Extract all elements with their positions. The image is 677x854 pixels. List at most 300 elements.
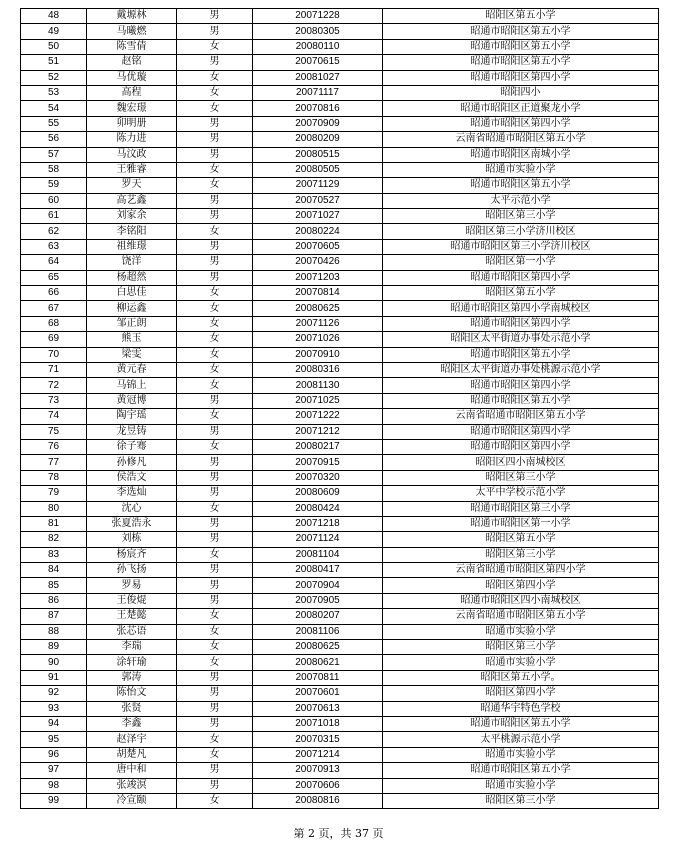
birth-date: 20080424: [253, 501, 383, 516]
school-name: 昭阳区第三小学: [383, 547, 659, 562]
school-name: 昭阳区太平街道办事处桃源示范小学: [383, 362, 659, 377]
row-number: 83: [21, 547, 87, 562]
table-row: [21, 593, 659, 608]
student-gender: 男: [177, 270, 253, 285]
school-name: 云南省昭通市昭阳区第四小学: [383, 563, 659, 578]
table-row: [21, 301, 659, 316]
student-name: 马锦上: [87, 378, 177, 393]
student-gender: 女: [177, 286, 253, 301]
birth-date: 20080305: [253, 24, 383, 39]
row-number: 93: [21, 701, 87, 716]
student-name: 祖维璟: [87, 239, 177, 254]
school-name: 昭通市昭阳区第五小学: [383, 716, 659, 731]
school-name: 昭阳区第五小学: [383, 286, 659, 301]
row-number: 97: [21, 763, 87, 778]
table-row: [21, 670, 659, 685]
row-number: 77: [21, 455, 87, 470]
birth-date: 20081130: [253, 378, 383, 393]
student-name: 白思佳: [87, 286, 177, 301]
birth-date: 20070601: [253, 686, 383, 701]
birth-date: 20071126: [253, 316, 383, 331]
student-name: 卯明册: [87, 116, 177, 131]
table-row: [21, 563, 659, 578]
student-name: 张贤: [87, 701, 177, 716]
row-number: 67: [21, 301, 87, 316]
table-row: [21, 362, 659, 377]
school-name: 昭通市实验小学: [383, 624, 659, 639]
student-gender: 男: [177, 778, 253, 793]
birth-date: 20071027: [253, 209, 383, 224]
student-gender: 男: [177, 209, 253, 224]
school-name: 昭阳区第五小学: [383, 532, 659, 547]
student-name: 马优璇: [87, 70, 177, 85]
school-name: 昭通市昭阳区第四小学: [383, 70, 659, 85]
school-name: 昭通市昭阳区第五小学: [383, 55, 659, 70]
table-row: [21, 655, 659, 670]
student-gender: 男: [177, 516, 253, 531]
school-name: 昭通市实验小学: [383, 747, 659, 762]
birth-date: 20071214: [253, 747, 383, 762]
student-name: 李铭阳: [87, 224, 177, 239]
row-number: 88: [21, 624, 87, 639]
student-gender: 男: [177, 24, 253, 39]
school-name: 昭通市实验小学: [383, 162, 659, 177]
student-name: 李瑞: [87, 640, 177, 655]
birth-date: 20070315: [253, 732, 383, 747]
student-gender: 女: [177, 178, 253, 193]
birth-date: 20070613: [253, 701, 383, 716]
table-row: [21, 424, 659, 439]
birth-date: 20070816: [253, 101, 383, 116]
student-gender: 男: [177, 132, 253, 147]
table-row: [21, 39, 659, 54]
birth-date: 20080224: [253, 224, 383, 239]
student-name: 黄冠博: [87, 393, 177, 408]
student-name: 孙飞扬: [87, 563, 177, 578]
student-gender: 女: [177, 101, 253, 116]
school-name: 昭通市昭阳区第五小学: [383, 24, 659, 39]
page-footer: 第 2 页，共 37 页: [293, 827, 384, 840]
student-name: 赵铭: [87, 55, 177, 70]
school-name: 昭阳区第三小学: [383, 793, 659, 808]
row-number: 74: [21, 409, 87, 424]
birth-date: 20080625: [253, 301, 383, 316]
school-name: 昭通华宇特色学校: [383, 701, 659, 716]
school-name: 昭阳区第五小学: [383, 9, 659, 24]
school-name: 昭阳区四小南城校区: [383, 455, 659, 470]
birth-date: 20071018: [253, 716, 383, 731]
student-table: [20, 8, 659, 809]
student-name: 陈力进: [87, 132, 177, 147]
row-number: 58: [21, 162, 87, 177]
birth-date: 20070909: [253, 116, 383, 131]
row-number: 87: [21, 609, 87, 624]
student-gender: 男: [177, 686, 253, 701]
table-row: [21, 763, 659, 778]
school-name: 昭阳区太平街道办事处示范小学: [383, 332, 659, 347]
student-name: 赵泽宇: [87, 732, 177, 747]
row-number: 99: [21, 793, 87, 808]
row-number: 52: [21, 70, 87, 85]
birth-date: 20071129: [253, 178, 383, 193]
school-name: 太平中学校示范小学: [383, 486, 659, 501]
table-row: [21, 193, 659, 208]
birth-date: 20071228: [253, 9, 383, 24]
table-body: [21, 9, 659, 809]
school-name: 昭阳区第三小学: [383, 470, 659, 485]
school-name: 昭阳区第四小学: [383, 578, 659, 593]
row-number: 71: [21, 362, 87, 377]
student-name: 张芯语: [87, 624, 177, 639]
table-row: [21, 101, 659, 116]
student-gender: 女: [177, 501, 253, 516]
student-gender: 女: [177, 332, 253, 347]
student-gender: 女: [177, 439, 253, 454]
birth-date: 20080505: [253, 162, 383, 177]
row-number: 85: [21, 578, 87, 593]
school-name: 昭阳区第四小学: [383, 686, 659, 701]
table-row: [21, 70, 659, 85]
birth-date: 20070615: [253, 55, 383, 70]
school-name: 云南省昭通市昭阳区第五小学: [383, 409, 659, 424]
table-row: [21, 640, 659, 655]
table-row: [21, 547, 659, 562]
row-number: 79: [21, 486, 87, 501]
student-name: 马汶政: [87, 147, 177, 162]
row-number: 78: [21, 470, 87, 485]
birth-date: 20070527: [253, 193, 383, 208]
student-name: 梁雯: [87, 347, 177, 362]
student-gender: 男: [177, 563, 253, 578]
school-name: 昭通市昭阳区南城小学: [383, 147, 659, 162]
birth-date: 20070605: [253, 239, 383, 254]
birth-date: 20070811: [253, 670, 383, 685]
student-name: 徐子骞: [87, 439, 177, 454]
row-number: 95: [21, 732, 87, 747]
student-gender: 女: [177, 347, 253, 362]
student-gender: 男: [177, 424, 253, 439]
school-name: 昭阳区第三小学: [383, 640, 659, 655]
birth-date: 20071222: [253, 409, 383, 424]
student-gender: 男: [177, 486, 253, 501]
school-name: 昭通市昭阳区第一小学: [383, 516, 659, 531]
school-name: 昭通市昭阳区四小南城校区: [383, 593, 659, 608]
student-gender: 女: [177, 640, 253, 655]
birth-date: 20070915: [253, 455, 383, 470]
student-name: 马曦燃: [87, 24, 177, 39]
row-number: 70: [21, 347, 87, 362]
table-row: [21, 516, 659, 531]
school-name: 昭通市昭阳区第四小学南城校区: [383, 301, 659, 316]
school-name: 昭通市昭阳区第四小学: [383, 316, 659, 331]
birth-date: 20080209: [253, 132, 383, 147]
student-name: 魏宏璟: [87, 101, 177, 116]
school-name: 昭通市实验小学: [383, 655, 659, 670]
student-name: 熊玉: [87, 332, 177, 347]
student-name: 张竣溟: [87, 778, 177, 793]
table-row: [21, 778, 659, 793]
row-number: 51: [21, 55, 87, 70]
student-name: 胡楚凡: [87, 747, 177, 762]
birth-date: 20071218: [253, 516, 383, 531]
student-name: 沈心: [87, 501, 177, 516]
birth-date: 20071117: [253, 85, 383, 100]
student-name: 李鑫: [87, 716, 177, 731]
school-name: 昭通市昭阳区第五小学: [383, 393, 659, 408]
birth-date: 20071124: [253, 532, 383, 547]
row-number: 65: [21, 270, 87, 285]
school-name: 昭通市昭阳区第三小学: [383, 501, 659, 516]
student-name: 王楚懿: [87, 609, 177, 624]
birth-date: 20080515: [253, 147, 383, 162]
row-number: 90: [21, 655, 87, 670]
table-row: [21, 332, 659, 347]
row-number: 94: [21, 716, 87, 731]
student-name: 郭涛: [87, 670, 177, 685]
table-row: [21, 162, 659, 177]
school-name: 云南省昭通市昭阳区第五小学: [383, 609, 659, 624]
student-gender: 男: [177, 470, 253, 485]
student-name: 张夏浩永: [87, 516, 177, 531]
student-gender: 女: [177, 747, 253, 762]
student-gender: 女: [177, 70, 253, 85]
row-number: 86: [21, 593, 87, 608]
table-row: [21, 501, 659, 516]
row-number: 84: [21, 563, 87, 578]
table-row: [21, 239, 659, 254]
birth-date: 20071212: [253, 424, 383, 439]
student-gender: 男: [177, 55, 253, 70]
school-name: 昭通市昭阳区正道聚龙小学: [383, 101, 659, 116]
student-name: 王雅睿: [87, 162, 177, 177]
student-gender: 女: [177, 624, 253, 639]
student-name: 王俊焜: [87, 593, 177, 608]
student-gender: 男: [177, 763, 253, 778]
row-number: 80: [21, 501, 87, 516]
row-number: 69: [21, 332, 87, 347]
table-row: [21, 55, 659, 70]
student-gender: 男: [177, 255, 253, 270]
birth-date: 20080316: [253, 362, 383, 377]
table-row: [21, 224, 659, 239]
birth-date: 20080110: [253, 39, 383, 54]
school-name: 昭阳区第三小学: [383, 209, 659, 224]
school-name: 昭阳区第一小学: [383, 255, 659, 270]
student-name: 饶洋: [87, 255, 177, 270]
student-name: 柳运鑫: [87, 301, 177, 316]
student-name: 涂轩瑜: [87, 655, 177, 670]
birth-date: 20080625: [253, 640, 383, 655]
student-name: 陈怡文: [87, 686, 177, 701]
row-number: 89: [21, 640, 87, 655]
student-name: 高艺鑫: [87, 193, 177, 208]
table-row: [21, 747, 659, 762]
student-gender: 女: [177, 609, 253, 624]
row-number: 96: [21, 747, 87, 762]
table-row: [21, 24, 659, 39]
row-number: 61: [21, 209, 87, 224]
school-name: 昭阳区第三小学济川校区: [383, 224, 659, 239]
table-row: [21, 716, 659, 731]
student-gender: 男: [177, 670, 253, 685]
school-name: 昭通市昭阳区第四小学: [383, 270, 659, 285]
student-gender: 男: [177, 239, 253, 254]
student-gender: 男: [177, 147, 253, 162]
student-gender: 男: [177, 578, 253, 593]
school-name: 昭通市昭阳区第五小学: [383, 347, 659, 362]
table-row: [21, 85, 659, 100]
student-gender: 女: [177, 732, 253, 747]
table-row: [21, 9, 659, 24]
birth-date: 20080621: [253, 655, 383, 670]
row-number: 53: [21, 85, 87, 100]
row-number: 68: [21, 316, 87, 331]
table-row: [21, 347, 659, 362]
student-name: 杨超然: [87, 270, 177, 285]
row-number: 56: [21, 132, 87, 147]
row-number: 64: [21, 255, 87, 270]
school-name: 云南省昭通市昭阳区第五小学: [383, 132, 659, 147]
student-gender: 女: [177, 547, 253, 562]
school-name: 昭阳四小: [383, 85, 659, 100]
table-row: [21, 578, 659, 593]
table-row: [21, 701, 659, 716]
row-number: 59: [21, 178, 87, 193]
student-name: 孙修凡: [87, 455, 177, 470]
table-row: [21, 486, 659, 501]
birth-date: 20081104: [253, 547, 383, 562]
table-row: [21, 255, 659, 270]
school-name: 太平示范小学: [383, 193, 659, 208]
student-name: 陈雪倩: [87, 39, 177, 54]
table-row: [21, 393, 659, 408]
table-row: [21, 116, 659, 131]
school-name: 昭通市昭阳区第五小学: [383, 178, 659, 193]
row-number: 48: [21, 9, 87, 24]
birth-date: 20080207: [253, 609, 383, 624]
table-row: [21, 286, 659, 301]
table-row: [21, 409, 659, 424]
row-number: 62: [21, 224, 87, 239]
student-gender: 女: [177, 224, 253, 239]
school-name: 昭通市昭阳区第五小学: [383, 39, 659, 54]
student-name: 刘栋: [87, 532, 177, 547]
student-name: 杨宸齐: [87, 547, 177, 562]
school-name: 昭通市昭阳区第四小学: [383, 439, 659, 454]
table-row: [21, 686, 659, 701]
table-row: [21, 209, 659, 224]
student-gender: 女: [177, 39, 253, 54]
row-number: 91: [21, 670, 87, 685]
student-name: 陶宇瑶: [87, 409, 177, 424]
row-number: 49: [21, 24, 87, 39]
birth-date: 20080609: [253, 486, 383, 501]
student-gender: 女: [177, 362, 253, 377]
student-name: 冷宣颐: [87, 793, 177, 808]
student-gender: 男: [177, 701, 253, 716]
student-gender: 女: [177, 793, 253, 808]
school-name: 昭通市昭阳区第四小学: [383, 378, 659, 393]
table-row: [21, 624, 659, 639]
row-number: 57: [21, 147, 87, 162]
student-gender: 男: [177, 455, 253, 470]
row-number: 63: [21, 239, 87, 254]
student-gender: 女: [177, 85, 253, 100]
row-number: 55: [21, 116, 87, 131]
table-row: [21, 132, 659, 147]
birth-date: 20080217: [253, 439, 383, 454]
school-name: 昭通市昭阳区第五小学: [383, 763, 659, 778]
birth-date: 20071203: [253, 270, 383, 285]
birth-date: 20080417: [253, 563, 383, 578]
birth-date: 20070913: [253, 763, 383, 778]
table-row: [21, 793, 659, 808]
student-name: 罗天: [87, 178, 177, 193]
student-gender: 男: [177, 116, 253, 131]
table-row: [21, 316, 659, 331]
row-number: 73: [21, 393, 87, 408]
table-row: [21, 732, 659, 747]
table-row: [21, 270, 659, 285]
student-name: 侯浩文: [87, 470, 177, 485]
student-name: 罗易: [87, 578, 177, 593]
row-number: 54: [21, 101, 87, 116]
row-number: 76: [21, 439, 87, 454]
student-gender: 男: [177, 193, 253, 208]
student-name: 龙昱铸: [87, 424, 177, 439]
school-name: 昭通市昭阳区第四小学: [383, 116, 659, 131]
student-gender: 女: [177, 316, 253, 331]
row-number: 82: [21, 532, 87, 547]
student-name: 唐中和: [87, 763, 177, 778]
student-gender: 男: [177, 716, 253, 731]
birth-date: 20071026: [253, 332, 383, 347]
birth-date: 20070814: [253, 286, 383, 301]
student-gender: 女: [177, 162, 253, 177]
student-gender: 男: [177, 532, 253, 547]
table-row: [21, 609, 659, 624]
student-name: 邹正朗: [87, 316, 177, 331]
school-name: 昭通市昭阳区第四小学: [383, 424, 659, 439]
birth-date: 20070910: [253, 347, 383, 362]
row-number: 75: [21, 424, 87, 439]
student-gender: 女: [177, 378, 253, 393]
birth-date: 20080816: [253, 793, 383, 808]
row-number: 50: [21, 39, 87, 54]
row-number: 60: [21, 193, 87, 208]
table-row: [21, 455, 659, 470]
birth-date: 20071025: [253, 393, 383, 408]
school-name: 昭通市实验小学: [383, 778, 659, 793]
birth-date: 20070904: [253, 578, 383, 593]
school-name: 太平桃源示范小学: [383, 732, 659, 747]
table-row: [21, 470, 659, 485]
school-name: 昭阳区第五小学。: [383, 670, 659, 685]
birth-date: 20081106: [253, 624, 383, 639]
table-row: [21, 147, 659, 162]
birth-date: 20070426: [253, 255, 383, 270]
birth-date: 20081027: [253, 70, 383, 85]
student-gender: 女: [177, 409, 253, 424]
birth-date: 20070320: [253, 470, 383, 485]
student-name: 戴塬林: [87, 9, 177, 24]
table-row: [21, 439, 659, 454]
student-name: 高程: [87, 85, 177, 100]
birth-date: 20070606: [253, 778, 383, 793]
student-name: 黄元春: [87, 362, 177, 377]
school-name: 昭通市昭阳区第三小学济川校区: [383, 239, 659, 254]
student-gender: 男: [177, 393, 253, 408]
